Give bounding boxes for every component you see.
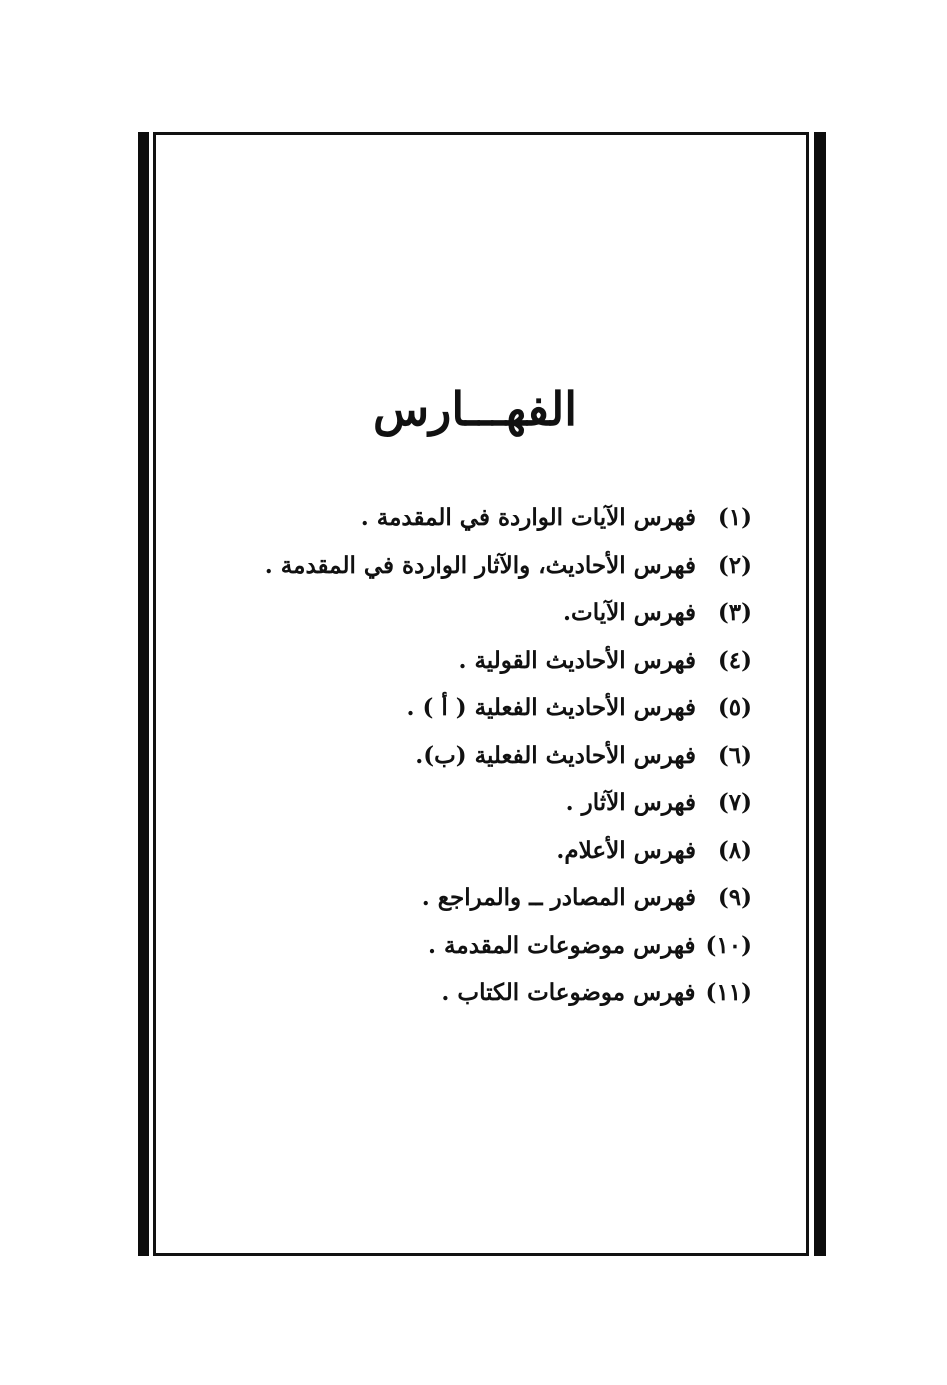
index-list	[232, 494, 752, 1017]
item-number: (٦)	[717, 741, 752, 769]
item-text: فهرس الأحاديث الفعلية (ب).	[415, 741, 696, 769]
item-text: فهرس الأحاديث الفعلية ( أ ) .	[406, 694, 696, 721]
item-text: فهرس موضوعات المقدمة .	[428, 931, 696, 959]
list-item	[232, 542, 752, 590]
item-text: فهرس الأعلام.	[556, 836, 696, 864]
item-number: (٩)	[717, 884, 752, 911]
item-number: (٧)	[717, 789, 752, 816]
item-text: فهرس المصادر ــ والمراجع .	[421, 884, 696, 911]
item-number: (١٠)	[705, 931, 752, 959]
item-text: فهرس الآثار .	[565, 789, 696, 816]
item-number: (٢)	[717, 551, 752, 579]
item-text: فهرس الأحاديث القولية .	[458, 646, 696, 674]
item-text: فهرس الأحاديث، والآثار الواردة في المقدمة .	[264, 551, 696, 579]
list-item	[232, 827, 752, 875]
item-number: (٣)	[717, 599, 752, 626]
list-item	[232, 874, 752, 922]
list-item	[232, 779, 752, 827]
page-title: الفهـــارس	[372, 382, 578, 436]
item-number: (١١)	[705, 979, 752, 1006]
border-thick-left	[138, 132, 149, 1256]
item-number: (١)	[717, 504, 752, 531]
item-number: (٤)	[717, 646, 752, 674]
item-text: فهرس الآيات الواردة في المقدمة .	[360, 504, 696, 531]
list-item	[232, 637, 752, 685]
item-number: (٨)	[717, 836, 752, 864]
item-text: فهرس الآيات.	[563, 599, 696, 626]
item-number: (٥)	[717, 694, 752, 721]
list-item	[232, 969, 752, 1017]
item-text: فهرس موضوعات الكتاب .	[441, 979, 696, 1006]
list-item	[232, 589, 752, 637]
list-item	[232, 922, 752, 970]
list-item	[232, 494, 752, 542]
border-thick-right	[814, 132, 826, 1256]
list-item	[232, 732, 752, 780]
list-item	[232, 684, 752, 732]
